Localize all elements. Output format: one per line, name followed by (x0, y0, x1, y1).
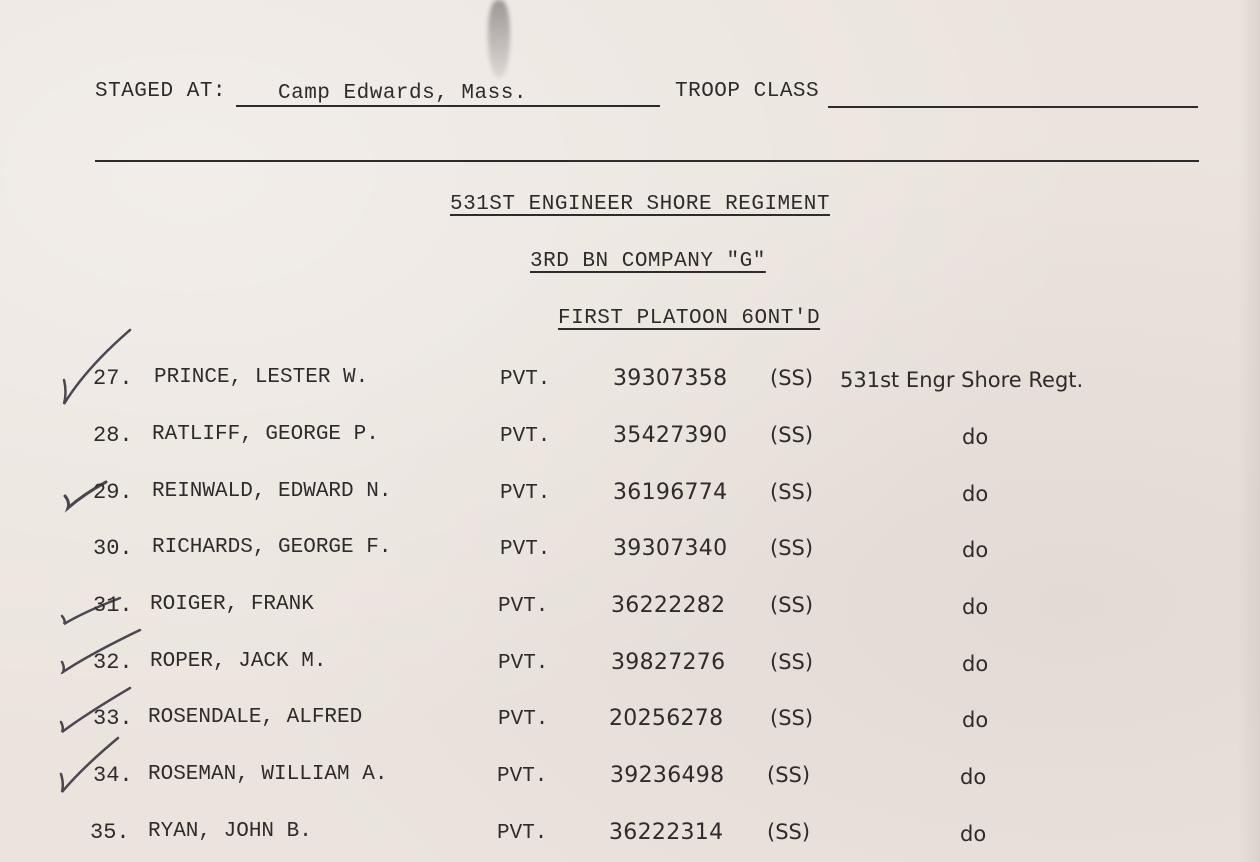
row-number: 28. (93, 423, 133, 448)
row-number: 27. (93, 366, 133, 391)
serial-number: 36196774 (613, 480, 728, 505)
staged-at-label: STAGED AT: (95, 80, 227, 103)
soldier-name: ROSEMAN, WILLIAM A. (148, 763, 388, 786)
serial-number: 39307358 (613, 366, 728, 391)
service-class: (SS) (770, 423, 814, 447)
soldier-rank: PVT. (497, 765, 548, 788)
soldier-rank: PVT. (500, 538, 551, 561)
service-class: (SS) (767, 763, 811, 787)
row-number: 32. (93, 650, 133, 675)
soldier-name: RICHARDS, GEORGE F. (152, 536, 392, 559)
service-class: (SS) (770, 480, 814, 504)
service-class: (SS) (770, 593, 814, 617)
soldier-rank: PVT. (500, 482, 551, 505)
service-class: (SS) (770, 366, 814, 390)
unit-assignment: do (962, 652, 989, 676)
unit-assignment: do (960, 765, 987, 789)
regiment-heading: 531ST ENGINEER SHORE REGIMENT (450, 193, 830, 216)
soldier-name: ROSENDALE, ALFRED (148, 706, 363, 729)
soldier-rank: PVT. (497, 822, 548, 845)
ink-smudge (488, 0, 510, 78)
unit-assignment: do (962, 538, 989, 562)
row-number: 30. (93, 536, 133, 561)
page-edge-shadow (1238, 0, 1260, 862)
serial-number: 39236498 (610, 763, 725, 788)
soldier-name: ROPER, JACK M. (150, 650, 327, 673)
service-class: (SS) (770, 706, 814, 730)
unit-assignment: do (962, 595, 989, 619)
soldier-name: RATLIFF, GEORGE P. (152, 423, 379, 446)
service-class: (SS) (770, 536, 814, 560)
service-class: (SS) (770, 650, 814, 674)
soldier-rank: PVT. (500, 425, 551, 448)
company-heading: 3RD BN COMPANY "G" (530, 250, 766, 273)
staged-at-value: Camp Edwards, Mass. (278, 82, 527, 105)
serial-number: 20256278 (609, 706, 724, 731)
unit-assignment: do (962, 708, 989, 732)
soldier-rank: PVT. (498, 708, 549, 731)
serial-number: 39307340 (613, 536, 728, 561)
soldier-rank: PVT. (498, 652, 549, 675)
unit-assignment: do (960, 822, 987, 846)
serial-number: 36222314 (609, 820, 724, 845)
row-number: 33. (93, 706, 133, 731)
soldier-name: REINWALD, EDWARD N. (152, 480, 392, 503)
troop-class-label: TROOP CLASS (675, 80, 820, 103)
row-number: 35. (90, 820, 130, 845)
service-class: (SS) (767, 820, 811, 844)
row-number: 29. (93, 480, 133, 505)
serial-number: 39827276 (611, 650, 726, 675)
soldier-name: ROIGER, FRANK (150, 593, 314, 616)
row-number: 34. (93, 763, 133, 788)
platoon-heading: FIRST PLATOON 6ONT'D (558, 307, 821, 330)
unit-assignment: do (962, 425, 989, 449)
soldier-rank: PVT. (498, 595, 549, 618)
soldier-name: PRINCE, LESTER W. (154, 366, 369, 389)
unit-assignment: 531st Engr Shore Regt. (840, 368, 1084, 392)
serial-number: 35427390 (613, 423, 728, 448)
unit-assignment: do (962, 482, 989, 506)
staged-at-fill-line (236, 105, 660, 107)
serial-number: 36222282 (611, 593, 726, 618)
separator-line (95, 160, 1199, 162)
troop-class-fill-line (828, 106, 1198, 108)
soldier-name: RYAN, JOHN B. (148, 820, 312, 843)
soldier-rank: PVT. (500, 368, 551, 391)
row-number: 31. (93, 593, 133, 618)
